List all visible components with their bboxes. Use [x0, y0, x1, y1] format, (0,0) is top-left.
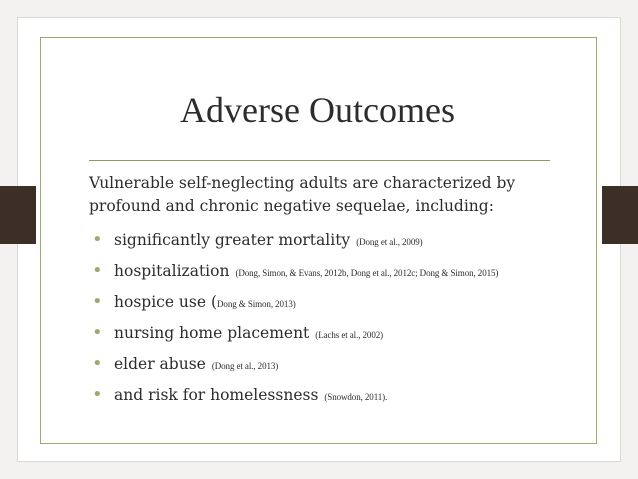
bullet-text: hospitalization [114, 262, 230, 280]
bullet-icon: • [92, 384, 103, 405]
list-item [92, 317, 498, 348]
citation: (Dong et al., 2013) [211, 361, 279, 371]
bullet-icon: • [92, 229, 103, 250]
right-decorative-bar [602, 186, 638, 244]
citation: Dong & Simon, 2013) [217, 299, 296, 309]
list-item [92, 348, 498, 379]
left-decorative-bar [0, 186, 36, 244]
intro-paragraph: Vulnerable self-neglecting adults are characterized by profound and chronic negative sequelae, including: [89, 174, 516, 215]
list-item [92, 286, 498, 317]
list-item [92, 224, 498, 255]
bullet-icon: • [92, 322, 103, 343]
bullet-text: significantly greater mortality [114, 231, 351, 249]
bullet-text: and risk for homelessness [114, 386, 319, 404]
list-item [92, 379, 498, 410]
bullet-icon: • [92, 260, 103, 281]
bullet-icon: • [92, 353, 103, 374]
bullet-text: nursing home placement [114, 324, 310, 342]
bullet-icon: • [92, 291, 103, 312]
citation: (Snowdon, 2011). [324, 392, 388, 402]
bullet-text: hospice use ( [114, 293, 218, 311]
slide-title: Adverse Outcomes [180, 90, 455, 130]
list-item [92, 255, 498, 286]
outcome-list [92, 224, 498, 410]
title-divider [89, 160, 550, 161]
citation: (Lachs et al., 2002) [315, 330, 384, 340]
citation: (Dong et al., 2009) [356, 237, 423, 247]
bullet-text: elder abuse [114, 355, 206, 373]
citation: (Dong, Simon, & Evans, 2012b, Dong et al., 2012c; Dong & Simon, 2015) [235, 268, 499, 278]
